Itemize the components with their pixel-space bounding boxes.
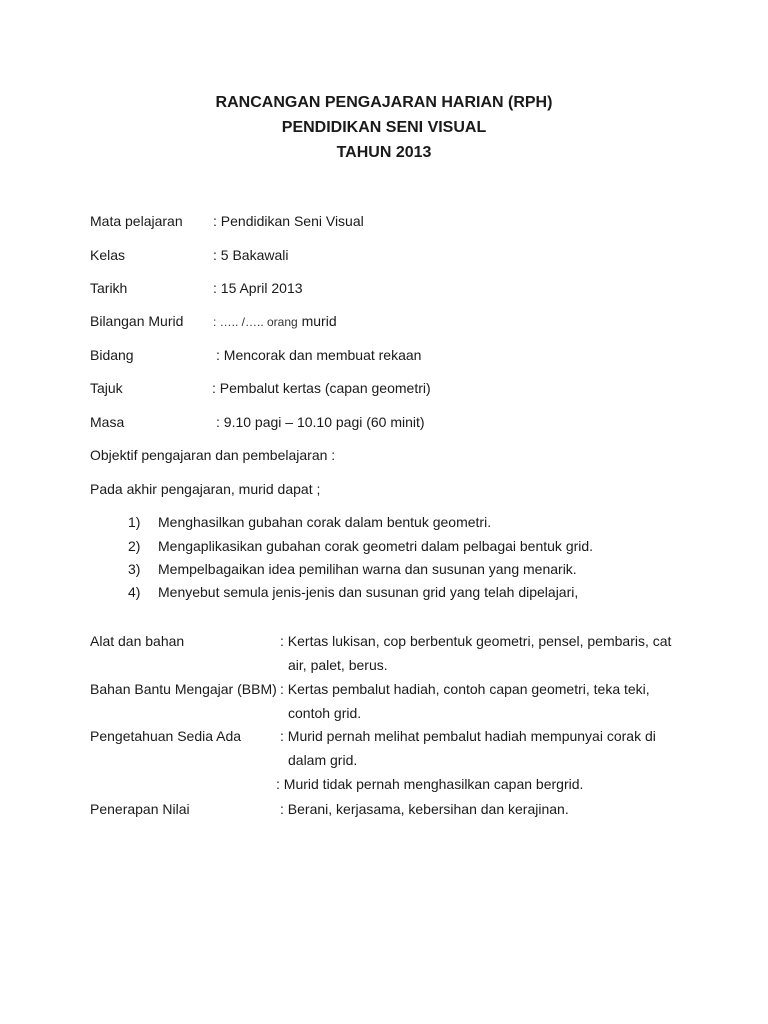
value-mata-pelajaran: : Pendidikan Seni Visual <box>213 213 364 229</box>
list-item-text: Mengaplikasikan gubahan corak geometri dalam pelbagai bentuk grid. <box>158 538 594 554</box>
value-bilangan-murid-word: murid <box>301 313 337 329</box>
label-kelas: Kelas <box>90 247 126 263</box>
value-alat-bahan-line2: air, palet, berus. <box>288 657 388 673</box>
value-masa: : 9.10 pagi – 10.10 pagi (60 minit) <box>216 414 425 430</box>
list-item-text: Mempelbagaikan idea pemilihan warna dan susunan yang menarik. <box>158 561 577 577</box>
value-bilangan-murid-dots: : ….. /….. orang <box>213 315 298 329</box>
document-title <box>0 90 768 165</box>
list-item-text: Menyebut semula jenis-jenis dan susunan grid yang telah dipelajari, <box>158 584 579 600</box>
title-line-1: RANCANGAN PENGAJARAN HARIAN (RPH) <box>215 94 553 111</box>
list-item-number: 3) <box>128 561 141 577</box>
value-pengetahuan-line2: dalam grid. <box>288 752 358 768</box>
label-pengetahuan: Pengetahuan Sedia Ada <box>90 728 242 744</box>
list-item-number: 1) <box>128 514 141 530</box>
value-bbm-line1: : Kertas pembalut hadiah, contoh capan geometri, teka teki, <box>280 681 650 697</box>
value-penerapan-nilai: : Berani, kerjasama, kebersihan dan kerajinan. <box>280 801 569 817</box>
value-tajuk: : Pembalut kertas (capan geometri) <box>212 380 431 396</box>
value-bidang: : Mencorak dan membuat rekaan <box>216 347 422 363</box>
label-alat-bahan: Alat dan bahan <box>90 633 185 649</box>
title-line-2: PENDIDIKAN SENI VISUAL <box>281 119 487 136</box>
label-bilangan-murid: Bilangan Murid <box>90 313 184 329</box>
label-bbm: Bahan Bantu Mengajar (BBM) <box>90 681 277 697</box>
label-bidang: Bidang <box>90 347 134 363</box>
value-tarikh: : 15 April 2013 <box>213 280 303 296</box>
label-masa: Masa <box>90 414 125 430</box>
label-mata-pelajaran: Mata pelajaran <box>90 213 183 229</box>
value-pengetahuan-line1: : Murid pernah melihat pembalut hadiah mempunyai corak di <box>280 728 656 744</box>
objektif-heading: Objektif pengajaran dan pembelajaran : <box>90 447 336 463</box>
list-item-text: Menghasilkan gubahan corak dalam bentuk geometri. <box>158 514 492 530</box>
value-bilangan-murid <box>213 312 337 331</box>
label-penerapan-nilai: Penerapan Nilai <box>90 801 190 817</box>
value-alat-bahan-line1: : Kertas lukisan, cop berbentuk geometri, pensel, pembaris, cat <box>280 633 672 649</box>
title-line-3: TAHUN 2013 <box>336 144 432 161</box>
value-kelas: : 5 Bakawali <box>213 247 289 263</box>
list-item-number: 2) <box>128 538 141 554</box>
value-bbm-line2: contoh grid. <box>288 705 362 721</box>
label-tajuk: Tajuk <box>90 380 123 396</box>
list-item-number: 4) <box>128 584 141 600</box>
value-pengetahuan-line3: : Murid tidak pernah menghasilkan capan bergrid. <box>276 776 584 792</box>
label-tarikh: Tarikh <box>90 280 128 296</box>
objektif-intro: Pada akhir pengajaran, murid dapat ; <box>90 481 321 497</box>
